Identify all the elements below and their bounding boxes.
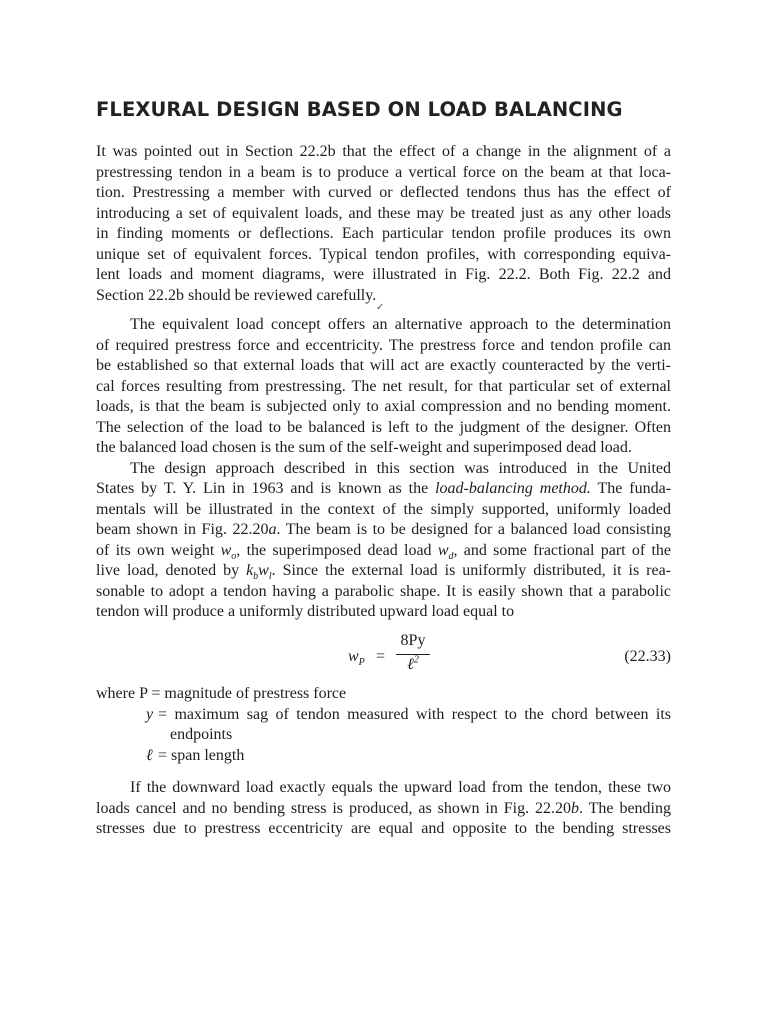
text-line: stresses due to prestress eccentricity are equal and opposite to the bending stresses <box>96 820 671 837</box>
fraction-denominator: ℓ$^2$ <box>407 654 419 673</box>
text-line: live load, denoted by $k_bw_l$. Since the external load is uniformly distributed, it is rea- <box>96 562 671 583</box>
text-line: The selection of the load to be balanced is left to the judgment of the designer. Often <box>96 418 671 436</box>
equation-lhs: $w_P$ <box>348 648 365 669</box>
definition-row: where P = magnitude of prestress force <box>96 685 347 702</box>
text-line: introducing a set of equivalent loads, and these may be treated just as any other loads <box>96 204 671 222</box>
text-line: loads, is that the beam is subjected only to axial compression and no bending moment. <box>96 398 671 415</box>
text-line: prestressing tendon in a beam is to produce a vertical force on the beam at that loca- <box>96 163 671 181</box>
text-line: The equivalent load concept offers an alternative approach to the determination <box>130 316 671 333</box>
text-line: sonable to adopt a tendon having a parabolic shape. It is easily shown that a parabolic <box>96 582 671 600</box>
definition-row: y = maximum sag of tendon measured with respect to the chord between its <box>146 705 671 723</box>
equation-22-33 <box>96 632 671 682</box>
section-heading: FLEXURAL DESIGN BASED ON LOAD BALANCING <box>96 98 623 121</box>
equation-fraction <box>396 632 430 676</box>
definition-row: ℓ = span length <box>146 746 245 764</box>
text-line: tendon will produce a uniformly distributed upward load equal to <box>96 603 515 620</box>
text-line: in finding moments or deflections. Each particular tendon profile produces its own <box>96 225 671 242</box>
text-line: be established so that external loads that will act are exactly counteracted by the verti- <box>96 357 671 374</box>
paragraph-load-cancel <box>96 778 671 840</box>
text-line: lent loads and moment diagrams, were illustrated in Fig. 22.2. Both Fig. 22.2 and <box>96 266 671 283</box>
text-line: It was pointed out in Section 22.2b that the effect of a change in the alignment of a <box>96 143 671 160</box>
pen-mark: ✓ <box>376 302 385 313</box>
paragraph-intro <box>96 142 671 306</box>
text-line: of its own weight $w_o$, the superimposed dead load $w_d$, and some fractional part of the <box>96 541 672 562</box>
text-line: the balanced load chosen is the sum of the self-weight and superimposed dead load. <box>96 439 632 456</box>
text-line: If the downward load exactly equals the upward load from the tendon, these two <box>130 779 671 796</box>
variable-definitions <box>96 684 671 766</box>
text-line: The design approach described in this section was introduced in the United <box>130 459 671 477</box>
definition-row: endpoints <box>170 726 233 743</box>
text-line: States by T. Y. Lin in 1963 and is known as the load-balancing method. The funda- <box>96 480 672 497</box>
paragraph-equivalent-load <box>96 315 671 623</box>
equation-number: (22.33) <box>624 648 671 665</box>
text-line: unique set of equivalent forces. Typical tendon profiles, with corresponding equiva- <box>96 245 671 263</box>
text-line: tion. Prestressing a member with curved or deflected tendons thus has the effect of <box>96 184 671 201</box>
equation-equals: = <box>376 648 386 665</box>
text-line: of required prestress force and eccentricity. The prestress force and tendon profile can <box>96 336 671 354</box>
text-line: cal forces resulting from prestressing. The net result, for that particular set of external <box>96 377 671 395</box>
text-line: beam shown in Fig. 22.20a. The beam is to be designed for a balanced load consisting <box>96 521 672 538</box>
fraction-numerator: 8Py <box>400 632 426 649</box>
text-line: loads cancel and no bending stress is produced, as shown in Fig. 22.20b. The bending <box>96 799 671 817</box>
text-line: mentals will be illustrated in the context of the simply supported, uniformly loaded <box>96 500 671 518</box>
text-line: Section 22.2b should be reviewed carefully. <box>96 286 377 304</box>
